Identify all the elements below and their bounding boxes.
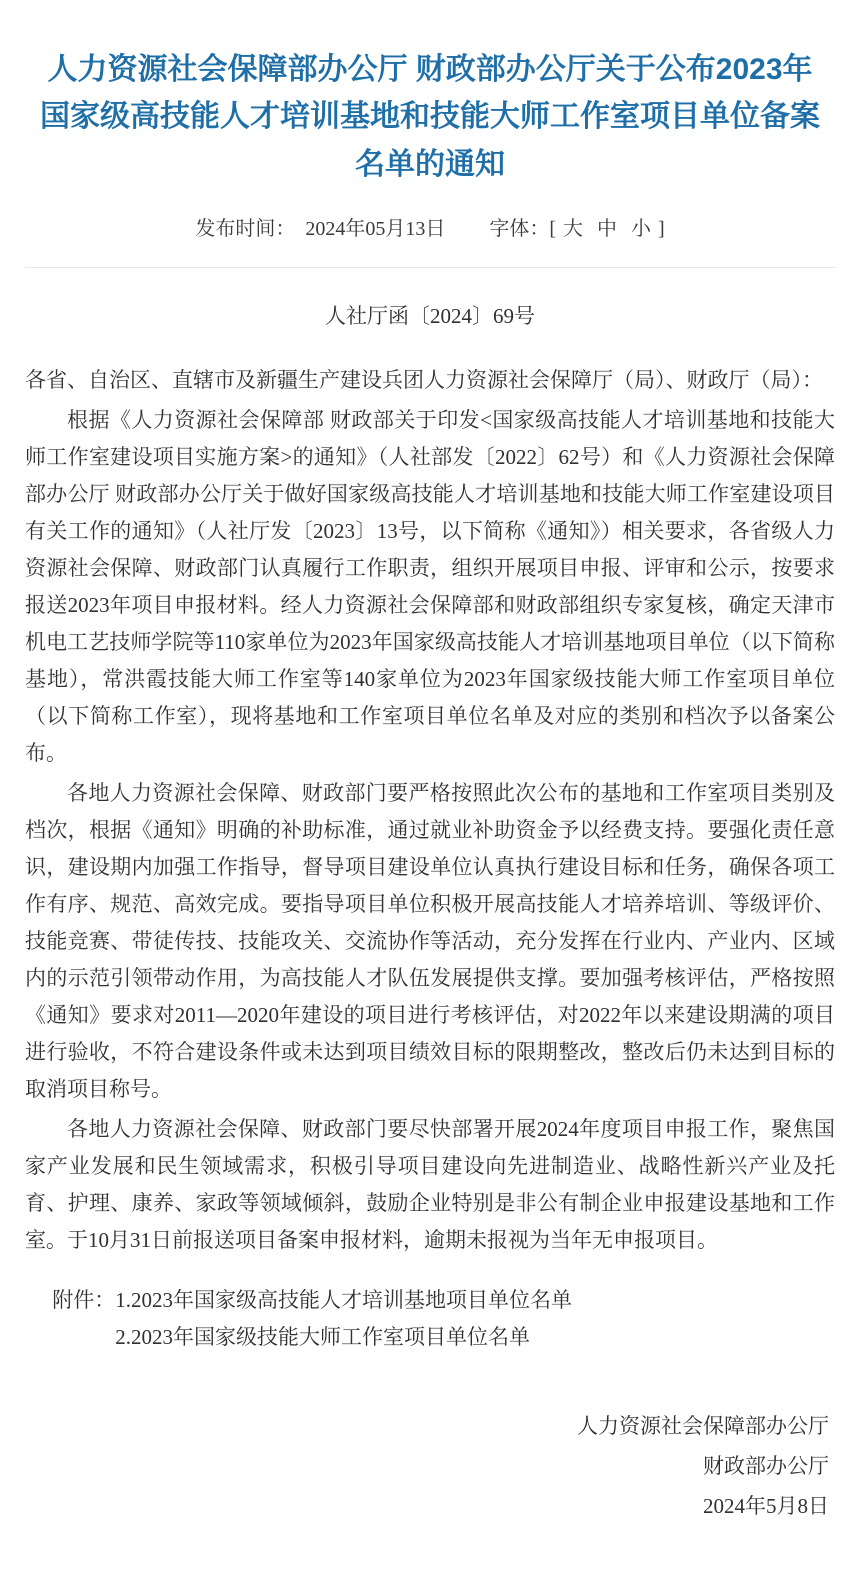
font-bracket-open: [ <box>549 218 556 241</box>
publish-time-value: 2024年05月13日 <box>305 218 446 241</box>
font-size-large-link[interactable]: 大 <box>563 218 583 241</box>
attachment-link-studio-list[interactable]: 2.2023年国家级技能大师工作室项目单位名单 <box>115 1325 531 1350</box>
paragraph-requirements: 各地人力资源社会保障、财政部门要严格按照此次公布的基地和工作室项目类别及档次，根据《通知》明确的补助标准，通过就业补助资金予以经费支持。要强化责任意识，建设期内加强工作指导，督导项目建设单位认真执行建设目标和任务，确保各项工作有序、规范、高效完成。要指导项目单位积极开展高技能人才培养培训、等级评价、技能竞赛、带徒传技、技能攻关、交流协作等活动，充分发挥在行业内、产业内、区域内的示范引领带动作用，为高技能人才队伍发展提供支撑。要加强考核评估，严格按照《通知》要求对2011—2020年建设的项目进行考核评估，对2022年以来建设期满的项目进行验收，不符合建设条件或未达到项目绩效目标的限期整改，整改后仍未达到目标的取消项目称号。 <box>25 781 835 1102</box>
signature-block <box>25 1406 835 1526</box>
font-size-label: 字体： <box>489 218 550 241</box>
paragraph-basis: 根据《人力资源社会保障部 财政部关于印发<国家级高技能人才培训基地和技能大师工作室建设项目实施方案>的通知》（人社部发〔2022〕62号）和《人力资源社会保障部办公厅 财政部办公厅关于做好国家级高技能人才培训基地和技能大师工作室建设项目有关工作的通知》（人社厅发〔2023〕13号，以下简称《通知》）相关要求，各省级人力资源社会保障、财政部门认真履行工作职责，组织开展项目申报、评审和公示，按要求报送2023年项目申报材料。经人力资源社会保障部和财政部组织专家复核，确定天津市机电工艺技师学院等110家单位为2023年国家级高技能人才培训基地项目单位（以下简称基地），常洪霞技能大师工作室等140家单位为2023年国家级技能大师工作室项目单位（以下简称工作室），现将基地和工作室项目单位名单及对应的类别和档次予以备案公布。 <box>25 408 835 766</box>
signature-org-mof: 财政部办公厅 <box>703 1454 829 1479</box>
page-title: 人力资源社会保障部办公厅 财政部办公厅关于公布2023年国家级高技能人才培训基地和技能大师工作室项目单位备案名单的通知 <box>40 53 820 181</box>
attachment-row <box>25 1282 835 1319</box>
attachments-block <box>25 1282 835 1356</box>
attachment-row <box>25 1319 835 1356</box>
attachments-label: 附件： <box>52 1288 116 1313</box>
document-number: 人社厅函〔2024〕69号 <box>325 304 535 329</box>
meta-bar <box>25 212 835 241</box>
notice-body <box>25 362 835 1526</box>
font-bracket-close: ] <box>658 218 665 241</box>
paragraph-2024-plan: 各地人力资源社会保障、财政部门要尽快部署开展2024年度项目申报工作，聚焦国家产业发展和民生领域需求，积极引导项目建设向先进制造业、战略性新兴产业及托育、护理、康养、家政等领域倾斜，鼓励企业特别是非公有制企业申报建设基地和工作室。于10月31日前报送项目备案申报材料，逾期未报视为当年无申报项目。 <box>25 1117 835 1253</box>
publish-time-label: 发布时间： <box>195 218 296 241</box>
signature-date: 2024年5月8日 <box>703 1494 829 1519</box>
signature-org-mohrss: 人力资源社会保障部办公厅 <box>577 1414 829 1439</box>
font-size-small-link[interactable]: 小 <box>631 218 651 241</box>
attachment-link-base-list[interactable]: 1.2023年国家级高技能人才培训基地项目单位名单 <box>115 1288 573 1313</box>
salutation: 各省、自治区、直辖市及新疆生产建设兵团人力资源社会保障厅（局）、财政厅（局）： <box>25 368 823 393</box>
font-size-medium-link[interactable]: 中 <box>597 218 617 241</box>
header-divider <box>25 267 835 268</box>
